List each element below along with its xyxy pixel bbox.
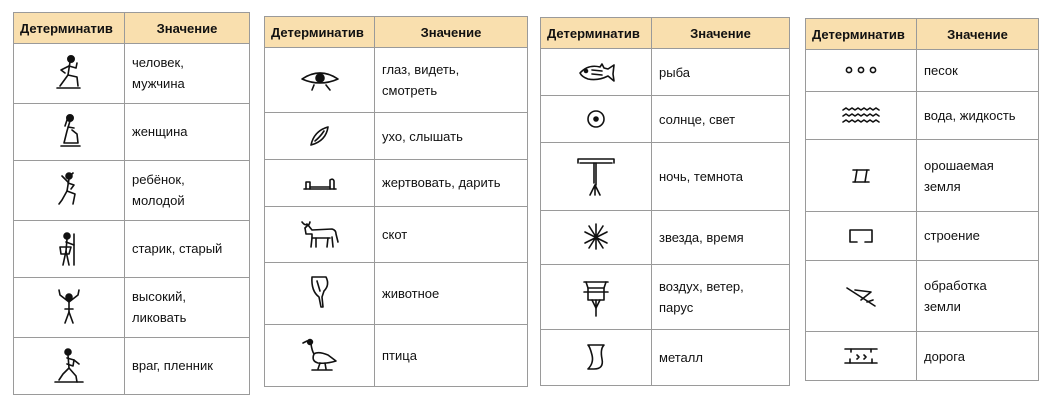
glyph-cell (541, 329, 652, 385)
meaning-text: человек, мужчина (125, 44, 250, 104)
meaning-text: животное (375, 262, 528, 324)
meaning-text: строение (917, 212, 1039, 260)
meaning-text: воздух, ветер, парус (652, 264, 790, 329)
meaning-text: высокий, ликовать (125, 277, 250, 337)
animal-hide-glyph-icon (296, 273, 344, 313)
meaning-text: враг, пленник (125, 337, 250, 394)
table-row (541, 143, 790, 211)
determinatives-table-3 (540, 17, 790, 386)
meaning-text: дорога (917, 332, 1039, 381)
irrigated-land-glyph-icon (837, 162, 885, 190)
meaning-text: орошаемая земля (917, 140, 1039, 212)
table-row (806, 212, 1039, 260)
meaning-text: вода, жидкость (917, 91, 1039, 139)
table-header-row (265, 17, 528, 48)
table-row (541, 211, 790, 264)
glyph-cell (541, 143, 652, 211)
ox-glyph-icon (296, 216, 344, 252)
column-header-meaning: Значение (652, 18, 790, 49)
table-row (541, 96, 790, 143)
meaning-text: птица (375, 324, 528, 386)
meaning-text: солнце, свет (652, 96, 790, 143)
road-glyph-icon (837, 342, 885, 370)
glyph-cell (541, 49, 652, 96)
glyph-cell (14, 44, 125, 104)
meaning-text: песок (917, 50, 1039, 92)
eye-glyph-icon (296, 65, 344, 95)
seated-man-glyph-icon (47, 53, 91, 93)
hoe-glyph-icon (837, 280, 885, 312)
table-row (806, 332, 1039, 381)
sand-grains-glyph-icon (837, 58, 885, 82)
sun-disc-glyph-icon (572, 104, 620, 134)
meaning-text: жертвовать, дарить (375, 159, 528, 206)
table-row (265, 113, 528, 160)
ear-glyph-icon (296, 121, 344, 151)
meaning-text: обработка земли (917, 260, 1039, 332)
night-sky-glyph-icon (572, 155, 620, 199)
table-header-row (14, 13, 250, 44)
determinatives-table-4 (805, 18, 1039, 381)
old-man-with-staff-glyph-icon (47, 229, 91, 269)
table-header-row (541, 18, 790, 49)
child-glyph-icon (47, 170, 91, 210)
glyph-cell (14, 160, 125, 220)
building-plan-glyph-icon (837, 222, 885, 250)
table-row (14, 220, 250, 277)
column-header-meaning: Значение (917, 19, 1039, 50)
table-row (806, 140, 1039, 212)
glyph-cell (806, 50, 917, 92)
table-row (14, 277, 250, 337)
meaning-text: звезда, время (652, 211, 790, 264)
metal-crucible-glyph-icon (572, 339, 620, 375)
table-row (265, 48, 528, 113)
table-row (14, 160, 250, 220)
glyph-cell (265, 206, 375, 262)
table-row (541, 49, 790, 96)
determinatives-table-1 (13, 12, 250, 395)
column-header-determinative: Детерминатив (541, 18, 652, 49)
column-header-determinative: Детерминатив (14, 13, 125, 44)
meaning-text: женщина (125, 103, 250, 160)
meaning-text: ночь, темнота (652, 143, 790, 211)
glyph-cell (14, 337, 125, 394)
table-row (265, 324, 528, 386)
table-row (806, 260, 1039, 332)
meaning-text: ухо, слышать (375, 113, 528, 160)
table-row (14, 103, 250, 160)
glyph-cell (806, 91, 917, 139)
glyph-cell (265, 159, 375, 206)
table-header-row (806, 19, 1039, 50)
glyph-cell (14, 277, 125, 337)
column-header-determinative: Детерминатив (265, 17, 375, 48)
table-row (14, 44, 250, 104)
glyph-cell (265, 262, 375, 324)
glyph-cell (14, 220, 125, 277)
seated-woman-glyph-icon (47, 112, 91, 152)
table-row (806, 91, 1039, 139)
column-header-meaning: Значение (375, 17, 528, 48)
water-ripples-glyph-icon (837, 102, 885, 130)
meaning-text: рыба (652, 49, 790, 96)
table-row (265, 206, 528, 262)
table-row (265, 159, 528, 206)
glyph-cell (806, 212, 917, 260)
meaning-text: ребёнок, молодой (125, 160, 250, 220)
table-row (541, 329, 790, 385)
glyph-cell (265, 324, 375, 386)
determinatives-table-2 (264, 16, 528, 387)
table-row (14, 337, 250, 394)
sail-mast-glyph-icon (572, 276, 620, 318)
star-glyph-icon (572, 220, 620, 254)
table-row (265, 262, 528, 324)
offering-mat-glyph-icon (296, 168, 344, 198)
glyph-cell (265, 48, 375, 113)
glyph-cell (14, 103, 125, 160)
table-row (541, 264, 790, 329)
meaning-text: скот (375, 206, 528, 262)
glyph-cell (806, 140, 917, 212)
glyph-cell (806, 260, 917, 332)
table-row (806, 50, 1039, 92)
glyph-cell (265, 113, 375, 160)
meaning-text: глаз, видеть, смотреть (375, 48, 528, 113)
glyph-cell (806, 332, 917, 381)
column-header-determinative: Детерминатив (806, 19, 917, 50)
fish-glyph-icon (572, 57, 620, 87)
column-header-meaning: Значение (125, 13, 250, 44)
bird-glyph-icon (296, 335, 344, 375)
meaning-text: металл (652, 329, 790, 385)
man-raised-arms-glyph-icon (47, 287, 91, 327)
meaning-text: старик, старый (125, 220, 250, 277)
glyph-cell (541, 96, 652, 143)
glyph-cell (541, 264, 652, 329)
glyph-cell (541, 211, 652, 264)
bound-captive-glyph-icon (47, 346, 91, 386)
